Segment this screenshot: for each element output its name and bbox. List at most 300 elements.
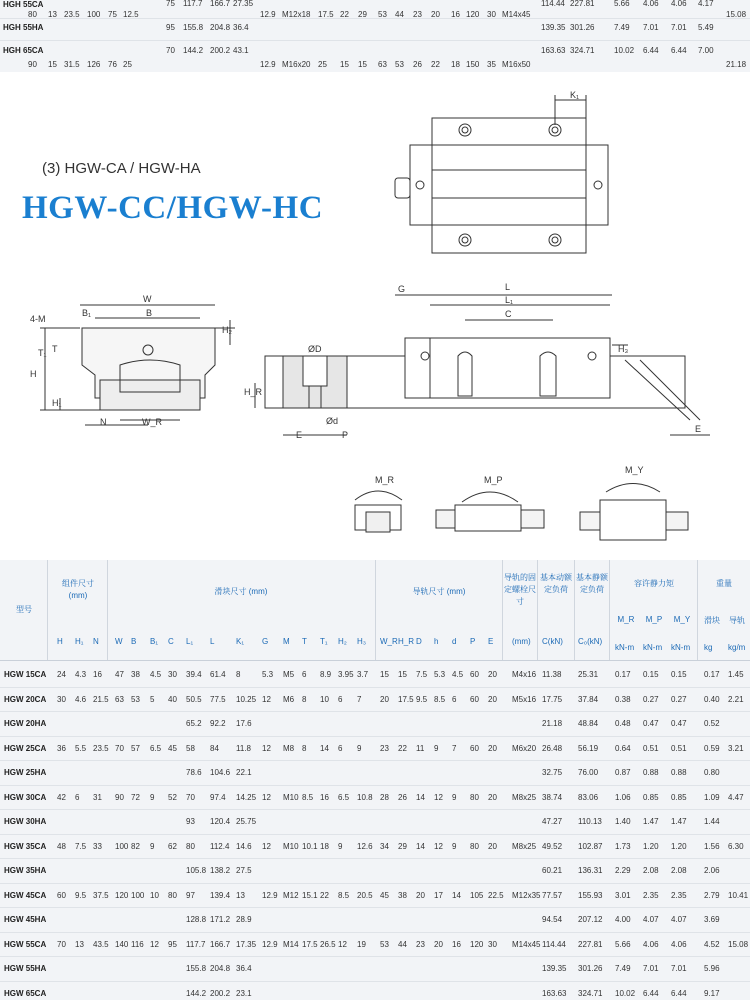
- data-cell: 5.3: [434, 670, 446, 679]
- data-cell: 12: [262, 743, 271, 753]
- label-b: B: [146, 308, 153, 318]
- data-cell: 50.5: [186, 694, 202, 704]
- data-cell: 0.80: [704, 768, 720, 777]
- data-cell: M6x20: [512, 743, 537, 753]
- data-cell: 117.7: [186, 939, 206, 949]
- data-cell: 3.7: [357, 670, 369, 679]
- data-cell: 82: [131, 841, 140, 851]
- data-cell: 15.08: [728, 939, 749, 949]
- label-l: L: [505, 282, 511, 292]
- data-cell: M16x50: [502, 60, 531, 69]
- column-header: H₃: [357, 637, 367, 646]
- data-cell: 53: [378, 10, 387, 19]
- model-cell: HGW 55HA: [4, 964, 47, 973]
- data-cell: 80: [168, 890, 177, 900]
- data-cell: 14: [320, 743, 329, 753]
- data-cell: 13: [236, 890, 245, 900]
- data-cell: 21.18: [542, 719, 563, 728]
- data-cell: 6.44: [671, 988, 687, 998]
- data-cell: 0.15: [671, 670, 687, 679]
- column-header: D: [416, 637, 422, 646]
- data-cell: 7.00: [698, 46, 714, 55]
- data-cell: M10: [283, 841, 299, 851]
- label-h3: H₃: [618, 344, 629, 354]
- data-cell: 2.79: [704, 890, 720, 900]
- table-row: [0, 981, 750, 1000]
- data-cell: 76.00: [578, 768, 599, 777]
- data-cell: 150: [466, 60, 480, 69]
- data-cell: 23.5: [93, 743, 109, 753]
- label-l1: L₁: [505, 295, 514, 305]
- data-cell: 4.3: [75, 670, 87, 679]
- data-cell: 4.06: [643, 0, 659, 8]
- data-cell: 155.93: [578, 890, 603, 900]
- data-cell: 95: [166, 23, 175, 32]
- data-cell: 53: [380, 939, 389, 949]
- data-cell: 105.8: [186, 866, 207, 875]
- data-cell: 8.9: [320, 670, 332, 679]
- data-cell: 23.1: [236, 988, 252, 998]
- data-cell: 76: [108, 60, 117, 69]
- data-cell: 90: [115, 792, 124, 802]
- data-cell: 57: [131, 743, 140, 753]
- data-cell: 15.08: [726, 10, 747, 19]
- data-cell: 5.66: [615, 939, 631, 949]
- data-cell: 16: [451, 10, 460, 19]
- table-row: [0, 809, 750, 835]
- data-cell: 43.5: [93, 939, 109, 949]
- data-cell: 70: [57, 939, 66, 949]
- data-cell: 4.06: [643, 939, 659, 949]
- data-cell: 15: [358, 60, 367, 69]
- data-cell: 53: [395, 60, 404, 69]
- data-cell: 17.5: [318, 10, 334, 19]
- data-cell: 0.47: [643, 719, 659, 728]
- data-cell: 1.45: [728, 670, 744, 679]
- data-cell: 80: [186, 841, 195, 851]
- data-cell: 43.1: [233, 46, 249, 55]
- data-cell: 75: [108, 10, 117, 19]
- data-cell: 12.9: [262, 890, 278, 900]
- header-rail-weight: 导轨: [729, 616, 745, 625]
- data-cell: 7.5: [416, 670, 428, 679]
- table-row: [0, 907, 750, 933]
- data-cell: 17: [434, 890, 443, 900]
- data-cell: 155.8: [186, 964, 207, 973]
- data-cell: 35: [487, 60, 496, 69]
- data-cell: 138.2: [210, 866, 231, 875]
- divider: [697, 560, 698, 660]
- table-row: [0, 883, 750, 909]
- data-cell: 29: [398, 841, 407, 851]
- column-header: kg/m: [728, 643, 746, 652]
- data-cell: 20: [488, 670, 497, 679]
- data-cell: 23: [413, 10, 422, 19]
- data-cell: 11.38: [542, 670, 562, 679]
- data-cell: 1.20: [671, 841, 687, 851]
- label-b1: B₁: [82, 308, 92, 318]
- data-cell: M12x35: [512, 890, 541, 900]
- data-cell: 11.8: [236, 743, 251, 753]
- data-cell: 33: [93, 841, 102, 851]
- data-cell: 94.54: [542, 915, 563, 924]
- data-cell: 24: [57, 670, 66, 679]
- data-cell: 70: [166, 46, 175, 55]
- data-cell: 11: [416, 743, 425, 753]
- data-cell: 83.06: [578, 792, 599, 802]
- data-cell: 301.26: [570, 23, 595, 32]
- data-cell: 2.35: [671, 890, 687, 900]
- data-cell: 20: [488, 792, 497, 802]
- data-cell: 25.75: [236, 817, 257, 826]
- label-my: M_Y: [625, 465, 644, 475]
- data-cell: 3.01: [615, 890, 631, 900]
- data-cell: 163.63: [541, 46, 566, 55]
- data-cell: 28: [380, 792, 389, 802]
- data-cell: 120: [470, 939, 484, 949]
- data-cell: 5.3: [262, 670, 274, 679]
- data-cell: 16: [93, 670, 102, 679]
- data-cell: 9: [452, 841, 457, 851]
- label-d-small: Ød: [326, 416, 339, 426]
- data-cell: 6: [302, 670, 307, 679]
- data-cell: M16x20: [282, 60, 311, 69]
- data-cell: 227.81: [570, 0, 595, 8]
- data-cell: 38.74: [542, 792, 563, 802]
- column-header: H₂: [338, 637, 347, 646]
- data-cell: 8: [302, 743, 307, 753]
- data-cell: 4.00: [615, 915, 631, 924]
- data-cell: 92.2: [210, 719, 226, 728]
- table-row: [0, 932, 750, 958]
- data-cell: 6: [338, 743, 343, 753]
- data-cell: 7.01: [643, 964, 659, 973]
- table-row: [0, 736, 750, 762]
- data-cell: 4.52: [704, 939, 720, 949]
- data-cell: 0.59: [704, 743, 720, 753]
- data-cell: 5.49: [698, 23, 714, 32]
- data-cell: 0.52: [704, 719, 720, 728]
- data-cell: 17.6: [236, 719, 252, 728]
- data-cell: 139.35: [542, 964, 567, 973]
- model-cell: HGW 20CA: [4, 694, 47, 704]
- data-cell: 10.02: [615, 988, 636, 998]
- data-cell: 9: [150, 841, 155, 851]
- spec-table: [0, 560, 750, 1000]
- column-header: (mm): [512, 637, 531, 646]
- data-cell: 104.6: [210, 768, 231, 777]
- data-cell: 10.02: [614, 46, 635, 55]
- data-cell: 32.75: [542, 768, 563, 777]
- data-cell: 30: [487, 10, 496, 19]
- header-weight: 重量: [716, 579, 732, 588]
- data-cell: 14: [452, 890, 461, 900]
- data-cell: 4.5: [150, 670, 162, 679]
- data-cell: 9: [150, 792, 155, 802]
- data-cell: 75: [166, 0, 175, 8]
- data-cell: 140: [115, 939, 129, 949]
- data-cell: 324.71: [570, 46, 595, 55]
- data-cell: 2.21: [728, 694, 744, 704]
- data-cell: 20: [380, 694, 389, 704]
- data-cell: 204.8: [210, 23, 231, 32]
- label-t: T: [52, 344, 58, 354]
- data-cell: 45: [380, 890, 389, 900]
- data-cell: 60.21: [542, 866, 563, 875]
- header-mr: M_R: [617, 615, 635, 624]
- data-cell: 0.88: [643, 768, 659, 777]
- data-cell: 29: [358, 10, 367, 19]
- data-cell: 9.17: [704, 988, 720, 998]
- data-cell: 58: [186, 743, 195, 753]
- data-cell: 7.5: [75, 841, 87, 851]
- header-model: 型号: [16, 605, 32, 614]
- data-cell: 12: [434, 841, 443, 851]
- data-cell: 14: [416, 792, 425, 802]
- data-cell: 5.66: [614, 0, 630, 8]
- data-cell: 14.25: [236, 792, 257, 802]
- data-cell: 97.4: [210, 792, 226, 802]
- column-header: H: [57, 637, 63, 646]
- data-cell: 0.64: [615, 743, 631, 753]
- data-cell: 4.07: [671, 915, 687, 924]
- header-assembly: 组件尺寸 (mm): [62, 579, 94, 600]
- model-cell: HGW 45CA: [4, 890, 47, 900]
- column-header: P: [470, 637, 476, 646]
- data-cell: 1.47: [671, 817, 687, 826]
- data-cell: 53: [131, 694, 140, 704]
- data-cell: 5.96: [704, 964, 720, 973]
- data-cell: 4.06: [671, 0, 687, 8]
- data-cell: 84: [210, 743, 219, 753]
- data-cell: 324.71: [578, 988, 603, 998]
- data-cell: 10.8: [357, 792, 373, 802]
- data-cell: 40: [168, 694, 177, 704]
- model-cell: HGH 65CA: [3, 46, 44, 55]
- data-cell: 1.56: [704, 841, 720, 851]
- data-cell: 0.85: [643, 792, 659, 802]
- section-title: HGW-CC/HGW-HC: [22, 190, 324, 226]
- data-cell: M8x25: [512, 841, 537, 851]
- data-cell: 23: [380, 743, 389, 753]
- data-cell: 3.95: [338, 670, 354, 679]
- data-cell: 15.1: [302, 890, 318, 900]
- data-cell: 117.7: [183, 0, 203, 8]
- data-cell: 25: [123, 60, 132, 69]
- data-cell: 60: [57, 890, 66, 900]
- data-cell: 61.4: [210, 670, 226, 679]
- data-cell: 60: [470, 743, 479, 753]
- data-cell: 128.8: [186, 915, 207, 924]
- data-cell: 65.2: [186, 719, 202, 728]
- data-cell: 20: [416, 890, 425, 900]
- label-wr: W_R: [142, 417, 162, 427]
- data-cell: 20: [434, 939, 443, 949]
- label-w: W: [143, 294, 152, 304]
- data-cell: 4.07: [643, 915, 659, 924]
- data-cell: 0.17: [615, 670, 631, 679]
- column-header: C(kN): [542, 637, 563, 646]
- data-cell: 12.9: [260, 10, 276, 19]
- data-cell: 44: [395, 10, 404, 19]
- data-cell: 9: [338, 841, 343, 851]
- table-row: [0, 785, 750, 811]
- data-cell: 80: [28, 10, 37, 19]
- table-row: [0, 834, 750, 860]
- label-p: P: [342, 430, 349, 440]
- data-cell: 0.48: [615, 719, 631, 728]
- data-cell: 8: [236, 670, 241, 679]
- data-cell: 14: [416, 841, 425, 851]
- data-cell: 2.29: [615, 866, 631, 875]
- label-4m: 4-M: [30, 314, 46, 324]
- column-header: K₁: [236, 637, 245, 646]
- data-cell: 6: [452, 694, 457, 704]
- data-cell: 22: [398, 743, 407, 753]
- data-cell: 9.5: [75, 890, 87, 900]
- column-header: W: [115, 637, 123, 646]
- data-cell: 1.73: [615, 841, 631, 851]
- data-cell: 301.26: [578, 964, 603, 973]
- data-cell: 16: [320, 792, 329, 802]
- header-my: M_Y: [673, 615, 691, 624]
- data-cell: 7: [452, 743, 457, 753]
- data-cell: 27.5: [236, 866, 252, 875]
- data-cell: 48: [57, 841, 66, 851]
- data-cell: 22: [431, 60, 440, 69]
- data-cell: 12: [150, 939, 159, 949]
- data-cell: 7.01: [671, 964, 687, 973]
- divider: [375, 560, 376, 660]
- data-cell: 42: [57, 792, 66, 802]
- data-cell: M5: [283, 670, 295, 679]
- data-cell: 2.35: [643, 890, 659, 900]
- data-cell: 10: [320, 694, 329, 704]
- data-cell: 19: [357, 939, 366, 949]
- data-cell: 171.2: [210, 915, 231, 924]
- data-cell: 3.21: [728, 743, 744, 753]
- header-block: 滑块尺寸 (mm): [214, 587, 268, 596]
- data-cell: 12: [262, 841, 271, 851]
- column-header: B₁: [150, 637, 159, 646]
- data-cell: 56.19: [578, 743, 599, 753]
- model-cell: HGW 30CA: [4, 792, 47, 802]
- data-cell: 13: [75, 939, 84, 949]
- data-cell: M6: [283, 694, 295, 704]
- column-header: h: [434, 637, 439, 646]
- model-cell: HGW 35HA: [4, 866, 47, 875]
- data-cell: 5.5: [75, 743, 87, 753]
- column-header: G: [262, 637, 269, 646]
- data-cell: M4x16: [512, 670, 537, 679]
- data-cell: 7.49: [615, 964, 631, 973]
- data-cell: 21.5: [93, 694, 109, 704]
- label-od: ØD: [308, 344, 322, 354]
- label-t1: T₁: [38, 348, 47, 358]
- data-cell: 4.06: [671, 939, 687, 949]
- column-header: M: [283, 637, 290, 646]
- model-cell: HGW 65CA: [4, 988, 47, 998]
- data-cell: 26: [398, 792, 407, 802]
- label-mr: M_R: [375, 475, 395, 485]
- column-header: kN-m: [643, 643, 663, 652]
- data-cell: 4.17: [698, 0, 714, 8]
- data-cell: 15: [48, 60, 57, 69]
- table-row: [0, 956, 750, 982]
- data-cell: 26.5: [320, 939, 336, 949]
- data-cell: 72: [131, 792, 140, 802]
- data-cell: 9: [434, 743, 439, 753]
- data-cell: 2.06: [704, 866, 720, 875]
- data-cell: 4.6: [75, 694, 87, 704]
- data-cell: 37.5: [93, 890, 109, 900]
- data-cell: 20.5: [357, 890, 373, 900]
- label-e-right: E: [695, 424, 702, 434]
- data-cell: 45: [168, 743, 177, 753]
- data-cell: 36.4: [236, 964, 252, 973]
- column-header: C: [168, 637, 174, 646]
- data-cell: 15: [380, 670, 389, 679]
- data-cell: 20: [488, 694, 497, 704]
- data-cell: 139.35: [541, 23, 566, 32]
- data-cell: 39.4: [186, 670, 202, 679]
- data-cell: 9: [357, 743, 362, 753]
- model-cell: HGH 55HA: [3, 23, 44, 32]
- header-mp: M_P: [645, 615, 663, 624]
- data-cell: 1.09: [704, 792, 720, 802]
- data-cell: 25: [318, 60, 327, 69]
- data-cell: 31.5: [64, 60, 80, 69]
- table-row: [0, 40, 750, 72]
- label-g: G: [398, 284, 406, 294]
- data-cell: 93: [186, 817, 195, 826]
- data-cell: 110.13: [578, 817, 602, 826]
- data-cell: 12: [434, 792, 443, 802]
- data-cell: 70: [115, 743, 124, 753]
- label-h2: H₂: [222, 325, 232, 335]
- data-cell: 31: [93, 792, 102, 802]
- data-cell: 30: [57, 694, 66, 704]
- data-cell: 27.35: [233, 0, 254, 8]
- column-header: T: [302, 637, 307, 646]
- data-cell: 34: [380, 841, 389, 851]
- data-cell: 37.84: [578, 694, 599, 704]
- data-cell: 80: [470, 792, 479, 802]
- data-cell: 2.08: [671, 866, 687, 875]
- header-bolt: 导轨的固定螺栓尺寸: [504, 573, 536, 606]
- data-cell: M8x25: [512, 792, 537, 802]
- data-cell: 15: [398, 670, 407, 679]
- column-header: H₁: [75, 637, 84, 646]
- data-cell: 6.5: [338, 792, 350, 802]
- data-cell: 155.8: [183, 23, 204, 32]
- data-cell: 60: [470, 694, 479, 704]
- data-cell: 4.5: [452, 670, 464, 679]
- data-cell: 48.84: [578, 719, 599, 728]
- model-cell: HGH 55CA: [3, 0, 44, 9]
- header-slider: 滑块: [704, 616, 720, 625]
- data-cell: 112.4: [210, 841, 230, 851]
- data-cell: 10.25: [236, 694, 257, 704]
- data-cell: 10: [150, 890, 159, 900]
- column-header: kN-m: [615, 643, 635, 652]
- header-static-load: 基本静额定负荷: [576, 573, 608, 594]
- data-cell: 100: [87, 10, 101, 19]
- data-cell: 30: [168, 670, 177, 679]
- model-cell: HGW 25HA: [4, 768, 47, 777]
- data-cell: 20: [488, 743, 497, 753]
- top-spec-table-fragment: [0, 0, 750, 72]
